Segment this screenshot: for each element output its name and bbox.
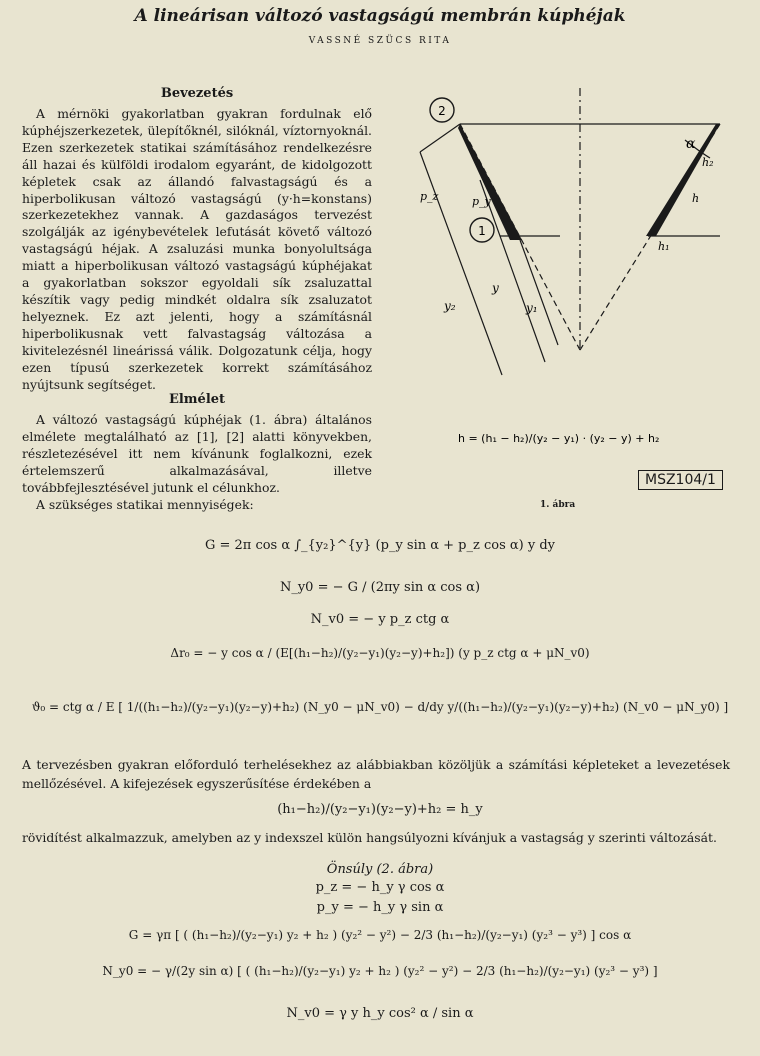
h-label: h [692,192,700,205]
equation-Ny0-self-weight: N_y0 = − γ/(2y sin α) [ ( (h₁−h₂)/(y₂−y₁) y₂ + h₂ ) (y₂² − y²) − 2/3 (h₁−h₂)/(y₂−y₁) (y₂³ − y³) ] [102,964,658,978]
equation-G: G = 2π cos α ∫_{y₂}^{y} (p_y sin α + p_z cos α) y dy [204,538,556,553]
ext-line-top [420,124,460,152]
equation-theta0: ϑ₀ = ctg α / E [ 1/((h₁−h₂)/(y₂−y₁)(y₂−y)+h₂) (N_y0 − μN_v0) − d/dy y/((h₁−h₂)/(y₂−y₁)(y₂−y)+h₂) (N_v0 − μN_y0) ] [31,700,729,714]
theory-text: A változó vastagságú kúphéjak (1. ábra) általános elmélete megtalálható az [1], [2] alatti könyvekben, részletezésével itt nem kívánunk foglalkozni, ezek értelemszerű alkalmazásával, illetve továbbfejlesztésével jutunk el célunkhoz. [22,412,372,495]
y-dim-label: y [492,281,499,295]
dim-line-y1 [520,240,558,345]
alpha-label: α [686,136,696,152]
figure-formula: h = (h₁ − h₂)/(y₂ − y₁) · (y₂ − y) + h₂ [458,432,660,445]
shell-wall-left [458,124,522,240]
equation-Ny0: N_y0 = − G / (2πy sin α cos α) [279,580,481,595]
h1-label: h₁ [658,240,670,253]
loads-paragraph [22,755,730,793]
section-heading-intro: Bevezetés [160,86,234,101]
author-name: VASSNÉ SZÜCS RITA [308,36,452,46]
figure-caption: 1. ábra [540,500,576,510]
y1-dim-label: y₁ [526,301,538,315]
circle-label-2: 2 [438,104,446,118]
figure-1-cone-diagram [380,80,740,510]
circle-label-1: 1 [478,224,486,238]
abbrev-text: rövidítést alkalmazzuk, amelyben az y indexszel külön hangsúlyozni kívánjuk a vastagság y szerinti változását. [22,830,717,845]
standard-reference-box: MSZ104/1 [638,470,723,490]
self-weight-heading: Önsúly (2. ábra) [326,862,434,877]
section-heading-theory: Elmélet [168,392,226,407]
theory-paragraph [22,412,372,513]
equation-Nv0: N_v0 = − y p_z ctg α [310,612,450,627]
h2-label: h₂ [702,156,714,169]
intro-text: A mérnöki gyakorlatban gyakran fordulnak elő kúphéjszerkezetek, ülepítőknél, silóknál, víztornyoknál. Ezen szerkezetek statikai számításához rendelkezésre áll hazai és külföldi irodalom egyaránt, de kidolgozott képletek csak az állandó falvastagságú és a hiperbolikusan változó vastagságú (y·h=konstans) szerkezetekhez vannak. A gazdaságos tervezést szolgálják az igénybevételek lefutását követő változó vastagságú héjak. A zsaluzási munka bonyolultsága miatt a hiperbolikusan változó vastagságú kúphéjakat a gyakorlatban sokszor egyoldali sík zsaluzattal készítik vagy pedig mindkét oldalra sík zsaluzatot helyeznek. Ez azt jelenti, hogy a számításnál hiperbolikusnak vett falvastagság változása a kivitelezésnél lineárissá válik. Dolgozatunk célja, hogy ezen típusú szerkezetek korrekt számításához nyújtsunk segítséget. [22,106,372,392]
equation-G-self-weight: G = γπ [ ( (h₁−h₂)/(y₂−y₁) y₂ + h₂ ) (y₂² − y²) − 2/3 (h₁−h₂)/(y₂−y₁) (y₂³ − y³) ] cos α [128,928,632,942]
equation-delta-r0: Δr₀ = − y cos α / (E[(h₁−h₂)/(y₂−y₁)(y₂−y)+h₂]) (y p_z ctg α + μN_v0) [170,646,590,660]
intro-paragraph [22,106,372,393]
abbrev-paragraph [22,828,730,847]
equation-Nv0-self-weight: N_v0 = γ y h_y cos² α / sin α [286,1006,474,1021]
shell-wall-right [646,124,720,236]
y2-dim-label: y₂ [444,299,456,313]
equation-pz: p_z = − h_y γ cos α [315,880,445,895]
pz-label: p_z [420,190,439,203]
py-label: p_y [472,195,491,208]
loads-text: A tervezésben gyakran előforduló terhelésekhez az alábbiakban közöljük a számítási képleteket a levezetések mellőzésével. A kifejezések egyszerűsítése érdekében a [22,757,730,791]
equation-py: p_y = − h_y γ sin α [316,900,444,915]
article-title: A lineárisan változó vastagságú membrán kúphéjak [134,6,626,26]
quantities-intro: A szükséges statikai mennyiségek: [36,496,254,512]
equation-hy: (h₁−h₂)/(y₂−y₁)(y₂−y)+h₂ = h_y [277,802,483,817]
